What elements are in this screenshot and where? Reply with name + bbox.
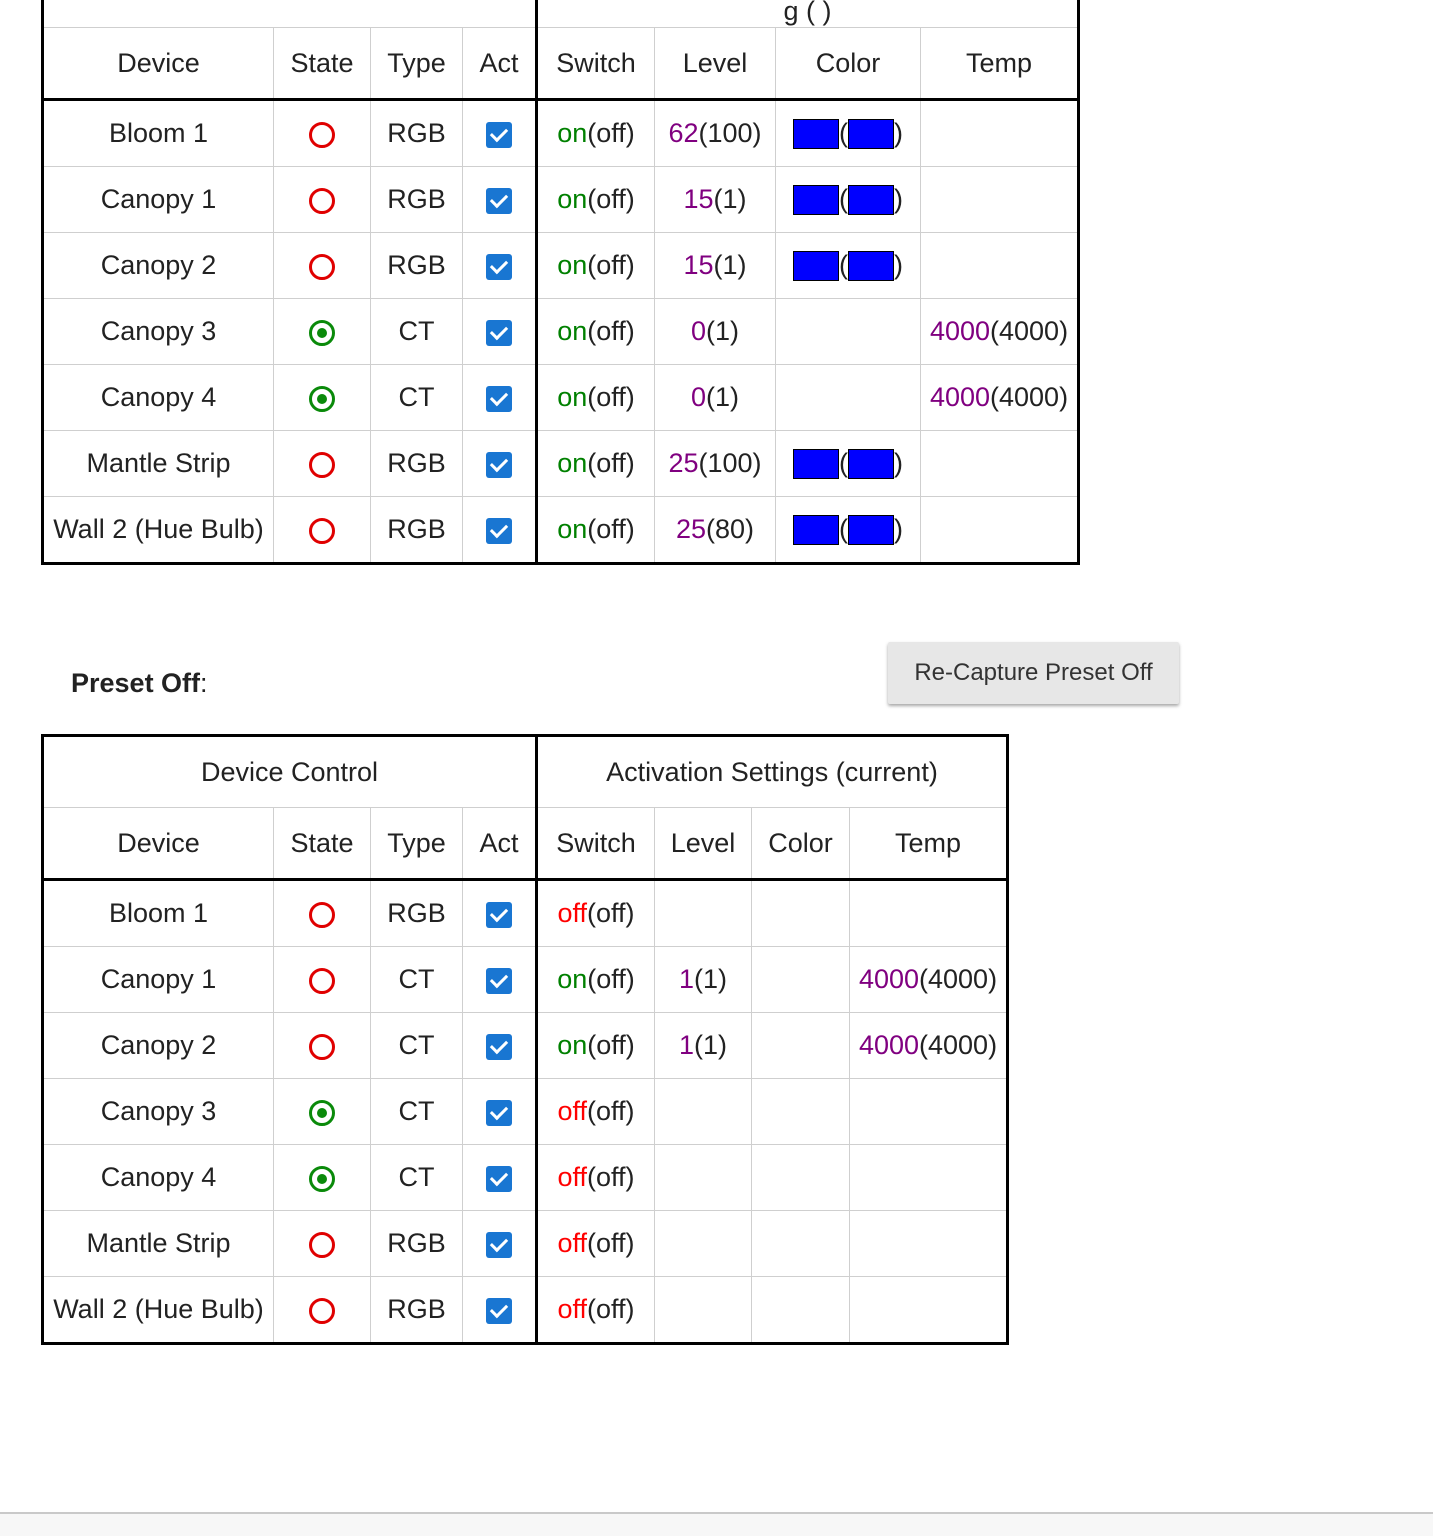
device-name-link[interactable]: Canopy 1 bbox=[43, 167, 274, 233]
table-row bbox=[43, 1211, 1008, 1277]
column-header-temp: Temp bbox=[850, 808, 1008, 880]
temp-cell[interactable] bbox=[921, 100, 1079, 167]
state-cell bbox=[274, 167, 371, 233]
state-cell bbox=[274, 1211, 371, 1277]
previous-color-swatch bbox=[848, 119, 894, 149]
color-swatch bbox=[793, 449, 839, 479]
act-cell bbox=[463, 100, 537, 167]
table-header-row bbox=[43, 808, 1008, 880]
temp-cell[interactable] bbox=[921, 167, 1079, 233]
switch-value: on bbox=[557, 514, 588, 544]
state-cell bbox=[274, 1277, 371, 1344]
temp-value: 4000 bbox=[929, 316, 991, 346]
switch-cell[interactable] bbox=[537, 497, 655, 564]
device-type: RGB bbox=[371, 497, 463, 564]
switch-value: on bbox=[557, 250, 588, 280]
device-name-link[interactable]: Canopy 3 bbox=[43, 299, 274, 365]
table-row bbox=[43, 947, 1008, 1013]
column-header-color: Color bbox=[776, 28, 921, 100]
state-cell bbox=[274, 299, 371, 365]
switch-previous: (off) bbox=[587, 1228, 635, 1258]
recapture-preset-off-button[interactable]: Re-Capture Preset Off bbox=[888, 642, 1179, 704]
state-on-radio-icon[interactable] bbox=[309, 386, 335, 412]
switch-cell[interactable] bbox=[537, 1079, 655, 1145]
switch-value: off bbox=[557, 1096, 587, 1126]
color-cell[interactable] bbox=[752, 1079, 850, 1145]
switch-cell[interactable] bbox=[537, 1145, 655, 1211]
table-row bbox=[43, 233, 1079, 299]
switch-previous: (off) bbox=[587, 448, 635, 478]
level-cell[interactable] bbox=[655, 1145, 752, 1211]
paren-close: ) bbox=[894, 183, 903, 214]
activate-checkbox[interactable] bbox=[486, 254, 512, 280]
device-type: CT bbox=[371, 947, 463, 1013]
level-value: 15 bbox=[683, 250, 714, 280]
switch-value: on bbox=[557, 118, 588, 148]
switch-cell[interactable] bbox=[537, 167, 655, 233]
device-name-link[interactable]: Wall 2 (Hue Bulb) bbox=[43, 1277, 274, 1344]
level-previous: (100) bbox=[698, 448, 762, 478]
table-row bbox=[43, 167, 1079, 233]
paren-open: ( bbox=[839, 183, 848, 214]
temp-cell[interactable] bbox=[921, 365, 1079, 431]
device-type: RGB bbox=[371, 1211, 463, 1277]
activate-checkbox[interactable] bbox=[486, 386, 512, 412]
previous-color-swatch bbox=[848, 251, 894, 281]
preset-on-table-wrapper bbox=[41, 0, 1080, 565]
switch-cell[interactable] bbox=[537, 365, 655, 431]
switch-previous: (off) bbox=[587, 964, 635, 994]
column-header-level: Level bbox=[655, 28, 776, 100]
switch-previous: (off) bbox=[587, 1030, 635, 1060]
act-cell bbox=[463, 431, 537, 497]
act-cell bbox=[463, 497, 537, 564]
temp-cell[interactable] bbox=[850, 1013, 1008, 1079]
color-cell[interactable] bbox=[752, 1277, 850, 1344]
level-previous: (1) bbox=[706, 316, 740, 346]
preset-off-table-wrapper bbox=[41, 734, 1009, 1345]
activate-checkbox[interactable] bbox=[486, 1100, 512, 1126]
state-cell bbox=[274, 880, 371, 947]
state-on-radio-icon[interactable] bbox=[309, 1166, 335, 1192]
color-cell[interactable] bbox=[776, 497, 921, 564]
switch-value: off bbox=[557, 1228, 587, 1258]
temp-cell[interactable] bbox=[850, 880, 1008, 947]
switch-previous: (off) bbox=[587, 184, 635, 214]
table-group-header-row bbox=[43, 736, 1008, 808]
paren-close: ) bbox=[894, 117, 903, 148]
state-cell bbox=[274, 233, 371, 299]
paren-open: ( bbox=[839, 447, 848, 478]
table-header-row bbox=[43, 28, 1079, 100]
activate-checkbox[interactable] bbox=[486, 122, 512, 148]
color-cell[interactable] bbox=[776, 365, 921, 431]
paren-open: ( bbox=[839, 513, 848, 544]
switch-cell[interactable] bbox=[537, 299, 655, 365]
column-header-type: Type bbox=[371, 28, 463, 100]
paren-open: ( bbox=[839, 117, 848, 148]
column-header-act: Act bbox=[463, 28, 537, 100]
temp-cell[interactable] bbox=[850, 947, 1008, 1013]
group-header-activation-settings: Activation Settings (current) bbox=[537, 736, 1008, 808]
previous-color-swatch bbox=[848, 185, 894, 215]
level-cell[interactable] bbox=[655, 880, 752, 947]
column-header-type: Type bbox=[371, 808, 463, 880]
preset-off-table bbox=[41, 734, 1009, 1345]
device-name-link[interactable]: Bloom 1 bbox=[43, 880, 274, 947]
state-off-circle-icon[interactable] bbox=[309, 518, 335, 544]
table-row bbox=[43, 299, 1079, 365]
color-cell[interactable] bbox=[776, 167, 921, 233]
switch-cell[interactable] bbox=[537, 1211, 655, 1277]
device-name-link[interactable]: Canopy 4 bbox=[43, 1145, 274, 1211]
level-cell[interactable] bbox=[655, 167, 776, 233]
device-name-link[interactable]: Bloom 1 bbox=[43, 100, 274, 167]
column-header-switch: Switch bbox=[537, 28, 655, 100]
table-row bbox=[43, 431, 1079, 497]
activate-checkbox[interactable] bbox=[486, 1034, 512, 1060]
act-cell bbox=[463, 167, 537, 233]
switch-cell[interactable] bbox=[537, 100, 655, 167]
switch-value: on bbox=[557, 1030, 588, 1060]
act-cell bbox=[463, 1211, 537, 1277]
switch-value: off bbox=[557, 898, 587, 928]
switch-cell[interactable] bbox=[537, 947, 655, 1013]
color-cell[interactable] bbox=[752, 1145, 850, 1211]
temp-cell[interactable] bbox=[850, 1211, 1008, 1277]
switch-value: off bbox=[557, 1294, 587, 1324]
device-type: RGB bbox=[371, 431, 463, 497]
state-cell bbox=[274, 1079, 371, 1145]
level-value: 25 bbox=[675, 514, 707, 544]
state-cell bbox=[274, 365, 371, 431]
switch-previous: (off) bbox=[587, 250, 635, 280]
color-cell[interactable] bbox=[752, 1211, 850, 1277]
column-header-color: Color bbox=[752, 808, 850, 880]
temp-previous: (4000) bbox=[990, 316, 1069, 346]
column-header-level: Level bbox=[655, 808, 752, 880]
activate-checkbox[interactable] bbox=[486, 1298, 512, 1324]
temp-previous: (4000) bbox=[990, 382, 1069, 412]
table-row bbox=[43, 100, 1079, 167]
state-off-circle-icon[interactable] bbox=[309, 122, 335, 148]
color-cell[interactable] bbox=[752, 947, 850, 1013]
temp-cell[interactable] bbox=[921, 299, 1079, 365]
temp-cell[interactable] bbox=[850, 1079, 1008, 1145]
switch-cell[interactable] bbox=[537, 880, 655, 947]
device-type: CT bbox=[371, 299, 463, 365]
switch-previous: (off) bbox=[587, 118, 635, 148]
level-value: 0 bbox=[690, 316, 707, 346]
device-name-link[interactable]: Canopy 1 bbox=[43, 947, 274, 1013]
device-type: RGB bbox=[371, 233, 463, 299]
preset-on-table-body bbox=[43, 100, 1079, 564]
level-previous: (1) bbox=[713, 250, 747, 280]
table-row bbox=[43, 1079, 1008, 1145]
level-cell[interactable] bbox=[655, 431, 776, 497]
act-cell bbox=[463, 880, 537, 947]
level-value: 15 bbox=[683, 184, 714, 214]
temp-cell[interactable] bbox=[850, 1145, 1008, 1211]
device-type: RGB bbox=[371, 1277, 463, 1344]
color-cell[interactable] bbox=[776, 299, 921, 365]
state-off-circle-icon[interactable] bbox=[309, 902, 335, 928]
table-group-header-row bbox=[43, 0, 1079, 28]
activate-checkbox[interactable] bbox=[486, 320, 512, 346]
color-cell[interactable] bbox=[752, 1013, 850, 1079]
state-cell bbox=[274, 1145, 371, 1211]
level-previous: (1) bbox=[694, 964, 728, 994]
state-off-circle-icon[interactable] bbox=[309, 1298, 335, 1324]
state-cell bbox=[274, 100, 371, 167]
column-header-device: Device bbox=[43, 28, 274, 100]
temp-previous: (4000) bbox=[919, 964, 998, 994]
state-off-circle-icon[interactable] bbox=[309, 254, 335, 280]
switch-cell[interactable] bbox=[537, 1013, 655, 1079]
act-cell bbox=[463, 1277, 537, 1344]
device-type: RGB bbox=[371, 100, 463, 167]
level-previous: (1) bbox=[694, 1030, 728, 1060]
switch-previous: (off) bbox=[587, 316, 635, 346]
column-header-temp: Temp bbox=[921, 28, 1079, 100]
group-header-device-control bbox=[43, 0, 537, 28]
level-cell[interactable] bbox=[655, 299, 776, 365]
column-header-state: State bbox=[274, 808, 371, 880]
switch-previous: (off) bbox=[587, 1294, 635, 1324]
switch-cell[interactable] bbox=[537, 1277, 655, 1344]
color-cell[interactable] bbox=[776, 233, 921, 299]
switch-value: on bbox=[557, 184, 588, 214]
state-off-circle-icon[interactable] bbox=[309, 1034, 335, 1060]
state-cell bbox=[274, 497, 371, 564]
state-cell bbox=[274, 1013, 371, 1079]
color-cell[interactable] bbox=[776, 100, 921, 167]
color-cell[interactable] bbox=[776, 431, 921, 497]
act-cell bbox=[463, 299, 537, 365]
device-name-link[interactable]: Wall 2 (Hue Bulb) bbox=[43, 497, 274, 564]
device-name-link[interactable]: Canopy 4 bbox=[43, 365, 274, 431]
level-cell[interactable] bbox=[655, 947, 752, 1013]
group-header-activation-settings: g ( ) bbox=[537, 0, 1079, 28]
activate-checkbox[interactable] bbox=[486, 1232, 512, 1258]
color-swatch bbox=[793, 119, 839, 149]
switch-cell[interactable] bbox=[537, 431, 655, 497]
activate-checkbox[interactable] bbox=[486, 902, 512, 928]
state-off-circle-icon[interactable] bbox=[309, 1232, 335, 1258]
preset-off-table-body bbox=[43, 880, 1008, 1344]
act-cell bbox=[463, 233, 537, 299]
level-cell[interactable] bbox=[655, 1211, 752, 1277]
level-cell[interactable] bbox=[655, 497, 776, 564]
color-swatch bbox=[793, 515, 839, 545]
switch-previous: (off) bbox=[587, 1162, 635, 1192]
switch-value: on bbox=[557, 316, 588, 346]
switch-value: on bbox=[557, 964, 588, 994]
device-type: CT bbox=[371, 1013, 463, 1079]
device-type: RGB bbox=[371, 167, 463, 233]
preset-off-label bbox=[71, 668, 208, 699]
paren-close: ) bbox=[894, 513, 903, 544]
column-header-switch: Switch bbox=[537, 808, 655, 880]
previous-color-swatch bbox=[848, 449, 894, 479]
act-cell bbox=[463, 947, 537, 1013]
activate-checkbox[interactable] bbox=[486, 188, 512, 214]
paren-open: ( bbox=[839, 249, 848, 280]
temp-cell[interactable] bbox=[921, 233, 1079, 299]
level-previous: (80) bbox=[706, 514, 755, 544]
table-row bbox=[43, 1013, 1008, 1079]
group-header-device-control: Device Control bbox=[43, 736, 537, 808]
switch-previous: (off) bbox=[587, 514, 635, 544]
level-value: 1 bbox=[678, 964, 695, 994]
device-name-link[interactable]: Mantle Strip bbox=[43, 431, 274, 497]
temp-value: 4000 bbox=[858, 1030, 920, 1060]
level-value: 0 bbox=[690, 382, 707, 412]
level-value: 1 bbox=[678, 1030, 695, 1060]
activate-checkbox[interactable] bbox=[486, 452, 512, 478]
table-row bbox=[43, 1145, 1008, 1211]
level-cell[interactable] bbox=[655, 1277, 752, 1344]
switch-previous: (off) bbox=[587, 898, 635, 928]
temp-cell[interactable] bbox=[921, 497, 1079, 564]
switch-value: off bbox=[557, 1162, 587, 1192]
level-previous: (100) bbox=[698, 118, 762, 148]
preset-off-colon: : bbox=[200, 668, 208, 698]
device-name-link[interactable]: Canopy 3 bbox=[43, 1079, 274, 1145]
activate-checkbox[interactable] bbox=[486, 518, 512, 544]
color-cell[interactable] bbox=[752, 880, 850, 947]
page-footer-divider bbox=[0, 1512, 1433, 1536]
level-cell[interactable] bbox=[655, 233, 776, 299]
previous-color-swatch bbox=[848, 515, 894, 545]
device-type: CT bbox=[371, 1145, 463, 1211]
device-type: CT bbox=[371, 1079, 463, 1145]
level-previous: (1) bbox=[713, 184, 747, 214]
device-name-link[interactable]: Canopy 2 bbox=[43, 233, 274, 299]
device-type: RGB bbox=[371, 880, 463, 947]
act-cell bbox=[463, 365, 537, 431]
temp-cell[interactable] bbox=[921, 431, 1079, 497]
temp-value: 4000 bbox=[929, 382, 991, 412]
table-row bbox=[43, 497, 1079, 564]
table-row bbox=[43, 365, 1079, 431]
switch-previous: (off) bbox=[587, 1096, 635, 1126]
activate-checkbox[interactable] bbox=[486, 1166, 512, 1192]
state-off-circle-icon[interactable] bbox=[309, 188, 335, 214]
state-off-circle-icon[interactable] bbox=[309, 968, 335, 994]
switch-value: on bbox=[557, 448, 588, 478]
device-name-link[interactable]: Canopy 2 bbox=[43, 1013, 274, 1079]
color-swatch bbox=[793, 251, 839, 281]
switch-previous: (off) bbox=[587, 382, 635, 412]
level-cell[interactable] bbox=[655, 1013, 752, 1079]
state-cell bbox=[274, 431, 371, 497]
temp-value: 4000 bbox=[858, 964, 920, 994]
state-cell bbox=[274, 947, 371, 1013]
paren-close: ) bbox=[894, 249, 903, 280]
level-value: 62 bbox=[668, 118, 699, 148]
level-cell[interactable] bbox=[655, 100, 776, 167]
paren-close: ) bbox=[894, 447, 903, 478]
device-name-link[interactable]: Mantle Strip bbox=[43, 1211, 274, 1277]
activate-checkbox[interactable] bbox=[486, 968, 512, 994]
state-on-radio-icon[interactable] bbox=[309, 320, 335, 346]
level-value: 25 bbox=[668, 448, 699, 478]
act-cell bbox=[463, 1013, 537, 1079]
temp-previous: (4000) bbox=[919, 1030, 998, 1060]
temp-cell[interactable] bbox=[850, 1277, 1008, 1344]
preset-off-title: Preset Off bbox=[71, 668, 201, 698]
act-cell bbox=[463, 1145, 537, 1211]
table-row bbox=[43, 880, 1008, 947]
level-previous: (1) bbox=[706, 382, 740, 412]
table-row bbox=[43, 1277, 1008, 1344]
preset-on-table bbox=[41, 0, 1080, 565]
switch-value: on bbox=[557, 382, 588, 412]
state-on-radio-icon[interactable] bbox=[309, 1100, 335, 1126]
column-header-act: Act bbox=[463, 808, 537, 880]
color-swatch bbox=[793, 185, 839, 215]
switch-cell[interactable] bbox=[537, 233, 655, 299]
level-cell[interactable] bbox=[655, 365, 776, 431]
level-cell[interactable] bbox=[655, 1079, 752, 1145]
column-header-device: Device bbox=[43, 808, 274, 880]
act-cell bbox=[463, 1079, 537, 1145]
column-header-state: State bbox=[274, 28, 371, 100]
state-off-circle-icon[interactable] bbox=[309, 452, 335, 478]
device-type: CT bbox=[371, 365, 463, 431]
